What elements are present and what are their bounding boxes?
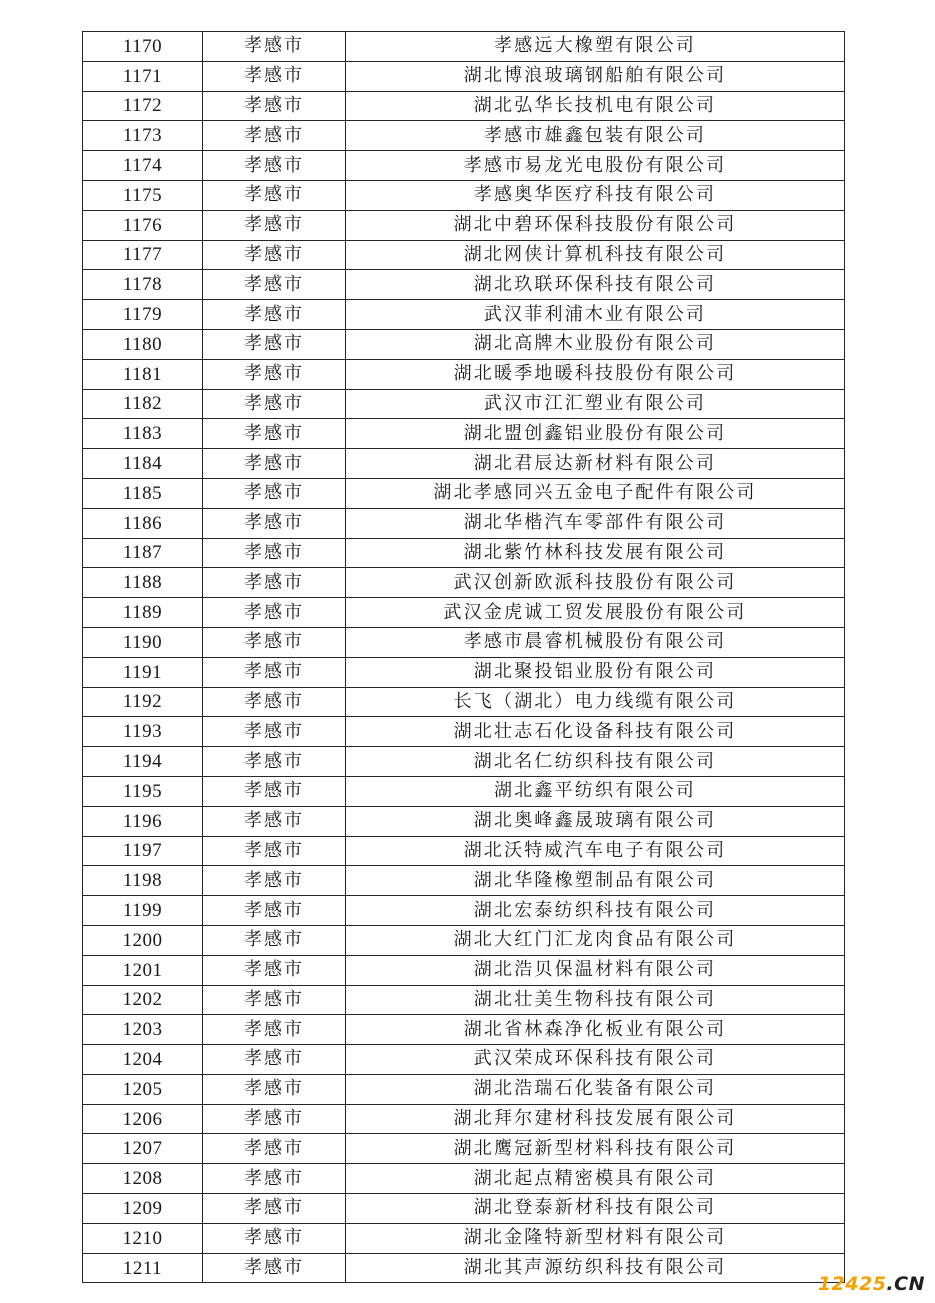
company-name-cell: 湖北中碧环保科技股份有限公司 bbox=[346, 210, 845, 240]
city-cell: 孝感市 bbox=[203, 1074, 346, 1104]
company-list-table bbox=[82, 31, 845, 1283]
company-name-cell: 湖北奥峰鑫晟玻璃有限公司 bbox=[346, 806, 845, 836]
city-cell: 孝感市 bbox=[203, 1164, 346, 1194]
row-number-cell: 1198 bbox=[83, 866, 203, 896]
table-row bbox=[83, 1104, 845, 1134]
company-name-cell: 湖北博浪玻璃钢船舶有限公司 bbox=[346, 61, 845, 91]
company-name-cell: 湖北浩瑞石化装备有限公司 bbox=[346, 1074, 845, 1104]
row-number-cell: 1201 bbox=[83, 955, 203, 985]
table-row bbox=[83, 747, 845, 777]
row-number-cell: 1207 bbox=[83, 1134, 203, 1164]
table-row bbox=[83, 508, 845, 538]
company-name-cell: 湖北拜尔建材科技发展有限公司 bbox=[346, 1104, 845, 1134]
row-number-cell: 1206 bbox=[83, 1104, 203, 1134]
city-cell: 孝感市 bbox=[203, 1015, 346, 1045]
company-name-cell: 武汉荣成环保科技有限公司 bbox=[346, 1045, 845, 1075]
city-cell: 孝感市 bbox=[203, 389, 346, 419]
city-cell: 孝感市 bbox=[203, 1104, 346, 1134]
row-number-cell: 1194 bbox=[83, 747, 203, 777]
company-name-cell: 湖北宏泰纺织科技有限公司 bbox=[346, 896, 845, 926]
city-cell: 孝感市 bbox=[203, 1134, 346, 1164]
table-row bbox=[83, 717, 845, 747]
company-name-cell: 湖北鹰冠新型材料科技有限公司 bbox=[346, 1134, 845, 1164]
row-number-cell: 1189 bbox=[83, 598, 203, 628]
company-name-cell: 湖北大红门汇龙肉食品有限公司 bbox=[346, 925, 845, 955]
company-name-cell: 武汉金虎诚工贸发展股份有限公司 bbox=[346, 598, 845, 628]
row-number-cell: 1195 bbox=[83, 776, 203, 806]
table-row bbox=[83, 240, 845, 270]
city-cell: 孝感市 bbox=[203, 61, 346, 91]
table-row bbox=[83, 1253, 845, 1283]
city-cell: 孝感市 bbox=[203, 955, 346, 985]
city-cell: 孝感市 bbox=[203, 240, 346, 270]
company-name-cell: 湖北聚投铝业股份有限公司 bbox=[346, 657, 845, 687]
table-row bbox=[83, 776, 845, 806]
company-name-cell: 湖北华楷汽车零部件有限公司 bbox=[346, 508, 845, 538]
row-number-cell: 1191 bbox=[83, 657, 203, 687]
table-row bbox=[83, 210, 845, 240]
row-number-cell: 1203 bbox=[83, 1015, 203, 1045]
city-cell: 孝感市 bbox=[203, 717, 346, 747]
table-row bbox=[83, 270, 845, 300]
watermark-number: 12425 bbox=[817, 1273, 887, 1295]
table-row bbox=[83, 866, 845, 896]
row-number-cell: 1204 bbox=[83, 1045, 203, 1075]
row-number-cell: 1197 bbox=[83, 836, 203, 866]
city-cell: 孝感市 bbox=[203, 210, 346, 240]
table-row bbox=[83, 180, 845, 210]
row-number-cell: 1177 bbox=[83, 240, 203, 270]
table-row bbox=[83, 896, 845, 926]
company-name-cell: 孝感远大橡塑有限公司 bbox=[346, 32, 845, 62]
table-row bbox=[83, 657, 845, 687]
row-number-cell: 1205 bbox=[83, 1074, 203, 1104]
city-cell: 孝感市 bbox=[203, 180, 346, 210]
company-name-cell: 湖北登泰新材科技有限公司 bbox=[346, 1194, 845, 1224]
company-name-cell: 孝感奥华医疗科技有限公司 bbox=[346, 180, 845, 210]
city-cell: 孝感市 bbox=[203, 985, 346, 1015]
city-cell: 孝感市 bbox=[203, 1253, 346, 1283]
row-number-cell: 1188 bbox=[83, 568, 203, 598]
company-name-cell: 湖北华隆橡塑制品有限公司 bbox=[346, 866, 845, 896]
company-name-cell: 湖北弘华长技机电有限公司 bbox=[346, 91, 845, 121]
company-name-cell: 长飞（湖北）电力线缆有限公司 bbox=[346, 687, 845, 717]
table-row bbox=[83, 1194, 845, 1224]
row-number-cell: 1172 bbox=[83, 91, 203, 121]
city-cell: 孝感市 bbox=[203, 806, 346, 836]
table-row bbox=[83, 836, 845, 866]
company-name-cell: 湖北金隆特新型材料有限公司 bbox=[346, 1223, 845, 1253]
table-row bbox=[83, 598, 845, 628]
row-number-cell: 1183 bbox=[83, 419, 203, 449]
row-number-cell: 1202 bbox=[83, 985, 203, 1015]
company-name-cell: 湖北沃特威汽车电子有限公司 bbox=[346, 836, 845, 866]
site-watermark bbox=[818, 1273, 925, 1295]
company-name-cell: 湖北暖季地暖科技股份有限公司 bbox=[346, 359, 845, 389]
table-row bbox=[83, 61, 845, 91]
table-row bbox=[83, 925, 845, 955]
row-number-cell: 1178 bbox=[83, 270, 203, 300]
table-row bbox=[83, 985, 845, 1015]
row-number-cell: 1173 bbox=[83, 121, 203, 151]
city-cell: 孝感市 bbox=[203, 1194, 346, 1224]
company-name-cell: 湖北网侠计算机科技有限公司 bbox=[346, 240, 845, 270]
row-number-cell: 1171 bbox=[83, 61, 203, 91]
row-number-cell: 1175 bbox=[83, 180, 203, 210]
company-name-cell: 孝感市易龙光电股份有限公司 bbox=[346, 151, 845, 181]
table-row bbox=[83, 389, 845, 419]
table-row bbox=[83, 687, 845, 717]
city-cell: 孝感市 bbox=[203, 776, 346, 806]
table-row bbox=[83, 478, 845, 508]
company-name-cell: 武汉市江汇塑业有限公司 bbox=[346, 389, 845, 419]
city-cell: 孝感市 bbox=[203, 300, 346, 330]
company-name-cell: 武汉创新欧派科技股份有限公司 bbox=[346, 568, 845, 598]
row-number-cell: 1209 bbox=[83, 1194, 203, 1224]
city-cell: 孝感市 bbox=[203, 925, 346, 955]
city-cell: 孝感市 bbox=[203, 32, 346, 62]
row-number-cell: 1170 bbox=[83, 32, 203, 62]
table-row bbox=[83, 419, 845, 449]
row-number-cell: 1210 bbox=[83, 1223, 203, 1253]
row-number-cell: 1176 bbox=[83, 210, 203, 240]
row-number-cell: 1186 bbox=[83, 508, 203, 538]
city-cell: 孝感市 bbox=[203, 1045, 346, 1075]
city-cell: 孝感市 bbox=[203, 866, 346, 896]
city-cell: 孝感市 bbox=[203, 747, 346, 777]
city-cell: 孝感市 bbox=[203, 359, 346, 389]
table-row bbox=[83, 1045, 845, 1075]
table-row bbox=[83, 300, 845, 330]
table-row bbox=[83, 538, 845, 568]
table-row bbox=[83, 32, 845, 62]
row-number-cell: 1181 bbox=[83, 359, 203, 389]
row-number-cell: 1184 bbox=[83, 449, 203, 479]
company-name-cell: 湖北浩贝保温材料有限公司 bbox=[346, 955, 845, 985]
company-name-cell: 湖北省林森净化板业有限公司 bbox=[346, 1015, 845, 1045]
city-cell: 孝感市 bbox=[203, 91, 346, 121]
company-name-cell: 武汉菲利浦木业有限公司 bbox=[346, 300, 845, 330]
row-number-cell: 1187 bbox=[83, 538, 203, 568]
city-cell: 孝感市 bbox=[203, 270, 346, 300]
company-name-cell: 湖北鑫平纺织有限公司 bbox=[346, 776, 845, 806]
company-list-body bbox=[83, 32, 845, 1283]
table-row bbox=[83, 121, 845, 151]
table-row bbox=[83, 329, 845, 359]
city-cell: 孝感市 bbox=[203, 419, 346, 449]
row-number-cell: 1179 bbox=[83, 300, 203, 330]
table-row bbox=[83, 449, 845, 479]
city-cell: 孝感市 bbox=[203, 478, 346, 508]
city-cell: 孝感市 bbox=[203, 836, 346, 866]
row-number-cell: 1208 bbox=[83, 1164, 203, 1194]
table-row bbox=[83, 627, 845, 657]
company-name-cell: 湖北其声源纺织科技有限公司 bbox=[346, 1253, 845, 1283]
table-row bbox=[83, 1223, 845, 1253]
city-cell: 孝感市 bbox=[203, 687, 346, 717]
company-name-cell: 湖北高牌木业股份有限公司 bbox=[346, 329, 845, 359]
company-name-cell: 湖北紫竹林科技发展有限公司 bbox=[346, 538, 845, 568]
row-number-cell: 1199 bbox=[83, 896, 203, 926]
company-name-cell: 湖北起点精密模具有限公司 bbox=[346, 1164, 845, 1194]
city-cell: 孝感市 bbox=[203, 657, 346, 687]
table-row bbox=[83, 1134, 845, 1164]
city-cell: 孝感市 bbox=[203, 568, 346, 598]
city-cell: 孝感市 bbox=[203, 627, 346, 657]
table-row bbox=[83, 151, 845, 181]
table-row bbox=[83, 1074, 845, 1104]
company-name-cell: 湖北盟创鑫铝业股份有限公司 bbox=[346, 419, 845, 449]
row-number-cell: 1211 bbox=[83, 1253, 203, 1283]
table-row bbox=[83, 1015, 845, 1045]
row-number-cell: 1192 bbox=[83, 687, 203, 717]
company-name-cell: 湖北壮美生物科技有限公司 bbox=[346, 985, 845, 1015]
row-number-cell: 1182 bbox=[83, 389, 203, 419]
table-row bbox=[83, 568, 845, 598]
company-name-cell: 孝感市晨睿机械股份有限公司 bbox=[346, 627, 845, 657]
city-cell: 孝感市 bbox=[203, 121, 346, 151]
city-cell: 孝感市 bbox=[203, 896, 346, 926]
table-row bbox=[83, 955, 845, 985]
company-name-cell: 湖北壮志石化设备科技有限公司 bbox=[346, 717, 845, 747]
city-cell: 孝感市 bbox=[203, 1223, 346, 1253]
city-cell: 孝感市 bbox=[203, 151, 346, 181]
row-number-cell: 1200 bbox=[83, 925, 203, 955]
row-number-cell: 1185 bbox=[83, 478, 203, 508]
table-row bbox=[83, 359, 845, 389]
city-cell: 孝感市 bbox=[203, 598, 346, 628]
row-number-cell: 1190 bbox=[83, 627, 203, 657]
table-row bbox=[83, 806, 845, 836]
city-cell: 孝感市 bbox=[203, 508, 346, 538]
company-name-cell: 湖北名仁纺织科技有限公司 bbox=[346, 747, 845, 777]
company-name-cell: 湖北玖联环保科技有限公司 bbox=[346, 270, 845, 300]
row-number-cell: 1174 bbox=[83, 151, 203, 181]
row-number-cell: 1193 bbox=[83, 717, 203, 747]
table-row bbox=[83, 91, 845, 121]
watermark-domain: .CN bbox=[886, 1273, 925, 1295]
row-number-cell: 1180 bbox=[83, 329, 203, 359]
company-name-cell: 湖北君辰达新材料有限公司 bbox=[346, 449, 845, 479]
table-row bbox=[83, 1164, 845, 1194]
city-cell: 孝感市 bbox=[203, 538, 346, 568]
city-cell: 孝感市 bbox=[203, 329, 346, 359]
city-cell: 孝感市 bbox=[203, 449, 346, 479]
company-name-cell: 孝感市雄鑫包装有限公司 bbox=[346, 121, 845, 151]
row-number-cell: 1196 bbox=[83, 806, 203, 836]
company-name-cell: 湖北孝感同兴五金电子配件有限公司 bbox=[346, 478, 845, 508]
